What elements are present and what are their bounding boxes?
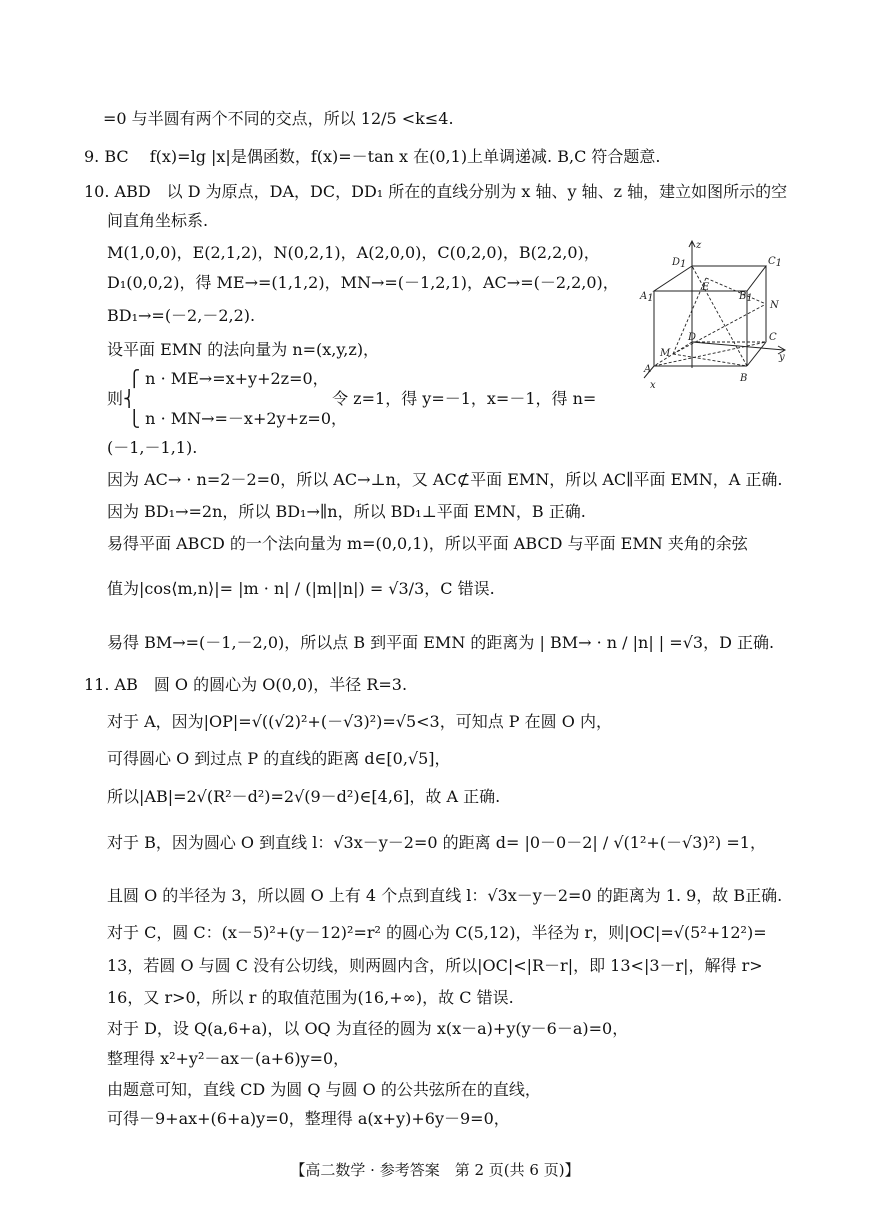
text-line-16: 值为|cos⟨m,n⟩|= |m · n| / (|m||n|) = √3/3，C 错误. — [107, 579, 495, 598]
text-line-24: 对于 C，圆 C：(x－5)²+(y－12)²=r² 的圆心为 C(5,12)，半径为 r，则|OC|=√(5²+12²)= — [107, 923, 767, 942]
text-line-1: =0 与半圆有两个不同的交点，所以 12/5 <k≤4. — [103, 109, 454, 128]
text-line-26: 16，又 r>0，所以 r 的取值范围为(16,+∞)，故 C 错误. — [107, 988, 514, 1007]
label-d: D — [688, 332, 697, 343]
answer-9: 9. BC f(x)=lg |x|是偶函数，f(x)=－tan x 在(0,1)上单调递减. B,C 符合题意. — [84, 147, 661, 166]
label-n: N — [770, 300, 779, 311]
text-line-9: ⎧ n · ME→=x+y+2z=0， — [107, 369, 329, 388]
text-line-14: 因为 BD₁→=2n，所以 BD₁→∥n，所以 BD₁⊥平面 EMN，B 正确. — [107, 502, 586, 521]
label-e: E — [702, 282, 710, 293]
label-a: A — [644, 364, 652, 375]
y-axis — [692, 342, 784, 350]
text-line-6: D₁(0,0,2)，得 ME→=(1,1,2)，MN→=(－1,2,1)，AC→=(－2,2,0)， — [107, 273, 619, 292]
text-line-28: 整理得 x²+y²－ax－(a+6)y=0， — [107, 1049, 350, 1068]
label-a1: A1 — [640, 291, 654, 304]
text-line-5: M(1,0,0)，E(2,1,2)，N(0,2,1)，A(2,0,0)，C(0,2,0)，B(2,2,0)， — [107, 243, 600, 262]
text-line-10: 则⎨ 令 z=1，得 y=－1，x=－1，得 n= — [107, 389, 597, 408]
label-c1: C1 — [768, 256, 783, 269]
text-line-21: 所以|AB|=2√(R²－d²)=2√(9－d²)∈[4,6]，故 A 正确. — [107, 787, 501, 806]
text-line-17: 易得 BM→=(－1,－2,0)，所以点 B 到平面 EMN 的距离为 | BM→ · n / |n| | =√3，D 正确. — [107, 633, 775, 652]
page-footer: 【高二数学 · 参考答案 第 2 页(共 6 页)】 — [290, 1161, 580, 1179]
label-x: x — [650, 380, 656, 390]
text-line-25: 13，若圆 O 与圆 C 没有公切线，则两圆内含，所以|OC|<|R－r|，即 13<|3－r|，解得 r> — [107, 956, 763, 975]
text-line-22: 对于 B，因为圆心 O 到直线 l：√3x－y－2=0 的距离 d= |0－0－2| / √(1²+(－√3)²) =1， — [107, 833, 766, 852]
cube-figure — [636, 238, 792, 390]
label-y: y — [779, 352, 785, 363]
text-line-8: 设平面 EMN 的法向量为 n=(x,y,z)， — [107, 340, 380, 359]
text-line-20: 可得圆心 O 到过点 P 的直线的距离 d∈[0,√5]， — [107, 749, 451, 768]
text-line-27: 对于 D，设 Q(a,6+a)，以 OQ 为直径的圆为 x(x－a)+y(y－6－a)=0， — [107, 1019, 629, 1038]
label-b1: B1 — [739, 291, 753, 304]
segment-mn — [673, 304, 766, 354]
text-line-12: (－1,－1,1). — [107, 438, 198, 457]
text-line-4: 间直角坐标系. — [107, 211, 209, 230]
label-m: M — [660, 348, 671, 359]
answer-10: 10. ABD 以 D 为原点，DA，DC，DD₁ 所在的直线分别为 x 轴、y 轴、z 轴，建立如图所示的空 — [84, 182, 788, 201]
text-line-13: 因为 AC→ · n=2－2=0，所以 AC→⊥n，又 AC⊄平面 EMN，所以 AC∥平面 EMN，A 正确. — [107, 470, 783, 489]
text-line-19: 对于 A，因为|OP|=√((√2)²+(－√3)²)=√5<3，可知点 P 在圆 O 内， — [107, 712, 612, 731]
text-line-7: BD₁→=(－2,－2,2). — [107, 306, 256, 325]
text-line-30: 可得－9+ax+(6+a)y=0，整理得 a(x+y)+6y－9=0， — [107, 1109, 510, 1128]
text-line-15: 易得平面 ABCD 的一个法向量为 m=(0,0,1)，所以平面 ABCD 与平面 EMN 夹角的余弦 — [107, 534, 748, 553]
label-z: z — [696, 240, 702, 251]
text-line-23: 且圆 O 的半径为 3，所以圆 O 上有 4 个点到直线 l：√3x－y－2=0 的距离为 1. 9，故 B正确. — [107, 886, 783, 905]
segment-ac — [654, 342, 766, 366]
label-c: C — [769, 332, 777, 343]
label-b: B — [740, 373, 748, 384]
label-d1: D1 — [672, 257, 687, 270]
segment-bd1 — [692, 266, 747, 366]
text-line-29: 由题意可知，直线 CD 为圆 Q 与圆 O 的公共弦所在的直线， — [107, 1080, 541, 1099]
text-line-11: ⎩ n · MN→=－x+2y+z=0， — [107, 409, 348, 428]
cube-top-face — [654, 266, 766, 291]
answer-11: 11. AB 圆 O 的圆心为 O(0,0)，半径 R=3. — [84, 675, 408, 694]
